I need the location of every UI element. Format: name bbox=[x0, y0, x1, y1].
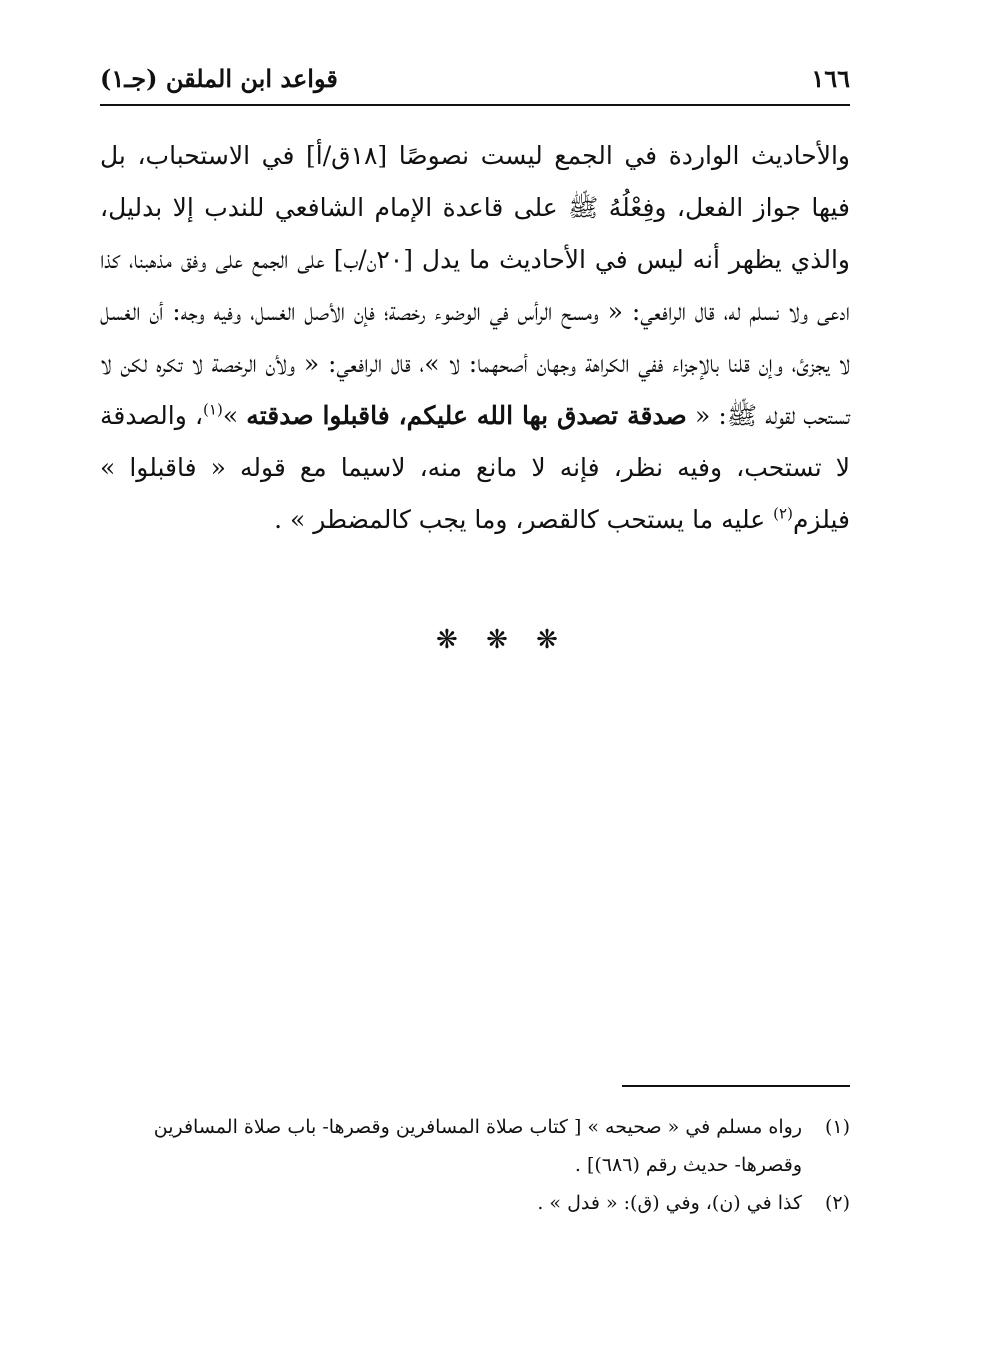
hadith-quote: صدقة تصدق بها الله عليكم، فاقبلوا صدقته bbox=[246, 401, 687, 430]
footnote-ref-1: (١) bbox=[203, 400, 223, 419]
footnote-rule bbox=[622, 1085, 850, 1087]
text-segment: » bbox=[222, 401, 247, 430]
main-paragraph bbox=[100, 130, 850, 546]
footnote-item bbox=[100, 1184, 850, 1222]
footnote-item bbox=[100, 1108, 850, 1184]
header-rule bbox=[100, 104, 850, 106]
book-title: قواعد ابن الملقن (جـ١) bbox=[100, 63, 338, 93]
text-segment: والأحاديث الواردة في الجمع ليست نصوصًا [١٨ق/أ] في الاستحباب، بل فيها جواز الفعل، وفِعْلُهُ ﷺ على قاعدة الإمام الشافعي للندب إلا بدليل، والذي يظهر أنه ليس في الأحاديث ما يدل [٢٠ن/ب] على الجمع على وفق مذهبنا، كذا ادعى ولا نسلم له، قال الرافعي: « ومسح الرأس في الوضوء رخصة؛ فإن الأصل الغسل، وفيه وجه: أن الغسل لا يجزئ، وإن قلنا بالإجزاء ففي الكراهة وجهان أصحهما: لا »، قال الرافعي: « ولأن الرخصة لا تكره لكن لا تستحب لقوله ﷺ: « bbox=[100, 141, 851, 430]
main-text bbox=[100, 130, 850, 546]
section-ornament: ❋ ❋ ❋ bbox=[436, 625, 568, 655]
footnote-text: كذا في (ن)، وفي (ق): « فدل » . bbox=[537, 1192, 802, 1214]
footnotes bbox=[100, 1108, 850, 1222]
footnote-text: رواه مسلم في « صحيحه » [ كتاب صلاة المسافرين وقصرها- باب صلاة المسافرين وقصرها- حديث رقم (٦٨٦)] . bbox=[153, 1116, 802, 1176]
running-head bbox=[100, 58, 850, 98]
text-segment: عليه ما يستحب كالقصر، وما يجب كالمضطر » . bbox=[274, 505, 774, 534]
text-segment: ، والصدقة لا تستحب، وفيه نظر، فإنه لا مانع منه، لاسيما مع قوله « فاقبلوا » فيلزم bbox=[100, 401, 850, 534]
page-number: ١٦٦ bbox=[811, 63, 850, 93]
footnote-number: (١) bbox=[824, 1116, 850, 1138]
footnote-number: (٢) bbox=[824, 1192, 850, 1214]
footnote-ref-2: (٢) bbox=[773, 504, 793, 523]
